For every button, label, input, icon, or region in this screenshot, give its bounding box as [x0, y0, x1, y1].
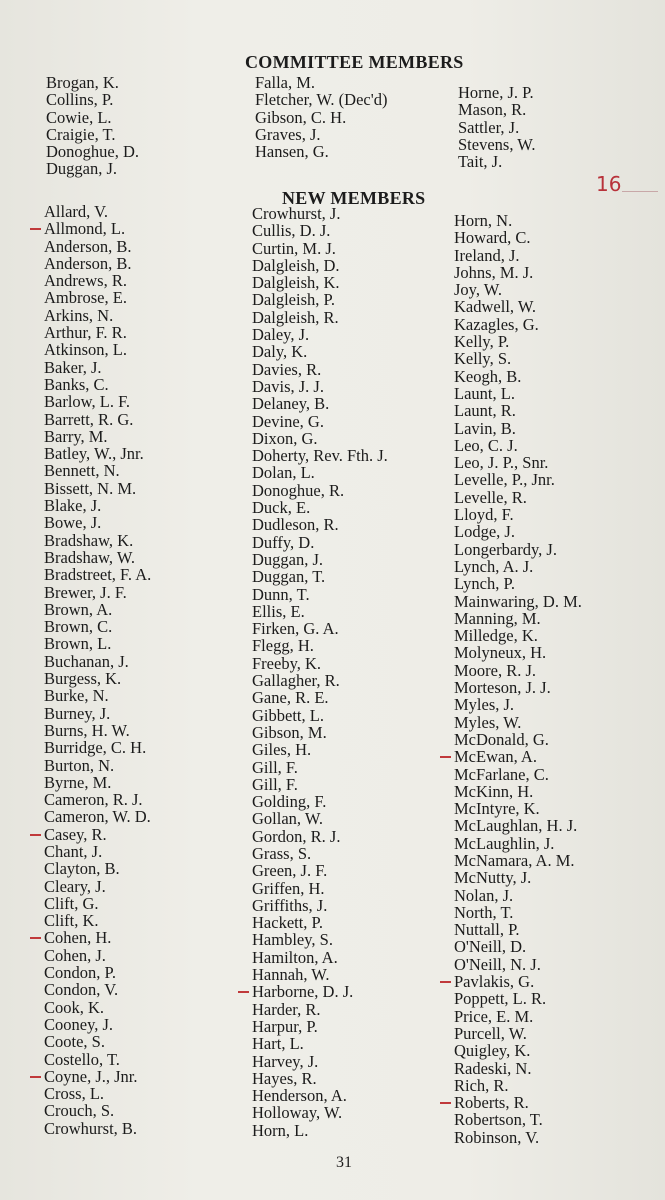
new-member: Gibbett, L. — [252, 705, 324, 725]
new-member: Robinson, V. — [454, 1127, 540, 1147]
new-member: Griffiths, J. — [252, 895, 328, 915]
new-member: Clayton, B. — [44, 859, 120, 879]
new-member: Baker, J. — [44, 357, 102, 377]
new-member: Dolan, L. — [252, 463, 315, 483]
new-member: Gill, F. — [252, 774, 298, 794]
new-member: Manning, M. — [454, 608, 541, 628]
new-member: Barrett, R. G. — [44, 409, 134, 429]
new-member: Duggan, J. — [252, 549, 324, 569]
new-member: Burney, J. — [44, 703, 111, 723]
new-member: Batley, W., Jnr. — [44, 444, 144, 464]
committee-member: Donoghue, D. — [46, 142, 140, 162]
committee-member: Gibson, C. H. — [255, 107, 347, 127]
new-member: O'Neill, D. — [454, 937, 527, 957]
pencil-line — [622, 191, 658, 192]
new-member: Leo, J. P., Snr. — [454, 453, 549, 473]
new-member: Roberts, R. — [454, 1094, 582, 1111]
new-member: Firken, G. A. — [252, 619, 339, 639]
new-member: Arthur, F. R. — [44, 323, 127, 343]
new-member: Cameron, R. J. — [44, 790, 143, 810]
new-member: Brown, C. — [44, 617, 113, 637]
new-member: Cohen, J. — [44, 945, 106, 965]
new-member: Davies, R. — [252, 359, 322, 379]
new-member: Mainwaring, D. M. — [454, 591, 582, 611]
new-member: Barry, M. — [44, 426, 108, 446]
new-member: Launt, L. — [454, 383, 515, 403]
new-member: Crowhurst, J. — [252, 204, 341, 223]
new-member: Bradshaw, W. — [44, 547, 136, 567]
new-member: North, T. — [454, 902, 514, 922]
committee-column-3 — [458, 84, 535, 170]
new-member: Burke, N. — [44, 686, 109, 706]
new-member: Keogh, B. — [454, 366, 522, 386]
new-member: McIntyre, K. — [454, 799, 540, 819]
new-member: Devine, G. — [252, 411, 324, 431]
new-member: Lodge, J. — [454, 522, 515, 542]
committee-member: Mason, R. — [458, 100, 527, 120]
handwritten-annotation: 16 — [596, 172, 622, 196]
new-member: Molyneux, H. — [454, 643, 547, 663]
new-member: Clift, K. — [44, 911, 99, 931]
new-member: Leo, C. J. — [454, 435, 518, 455]
new-member: Duffy, D. — [252, 532, 315, 552]
new-member: Gibson, M. — [252, 722, 327, 742]
new-member: Henderson, A. — [252, 1086, 347, 1106]
new-member: McEwan, A. — [454, 748, 582, 765]
committee-member: Sattler, J. — [458, 117, 520, 137]
new-member: Dalgleish, P. — [252, 290, 335, 310]
new-member: Hackett, P. — [252, 913, 324, 933]
new-member: Dudleson, R. — [252, 515, 339, 535]
committee-member: Brogan, K. — [46, 73, 119, 92]
new-member: Harvey, J. — [252, 1051, 319, 1071]
committee-member: Hansen, G. — [255, 142, 329, 162]
new-member: Costello, T. — [44, 1049, 120, 1069]
new-member: Purcell, W. — [454, 1023, 527, 1043]
new-member: Kazagles, G. — [454, 314, 539, 334]
new-member: Andrews, R. — [44, 271, 127, 291]
new-member: Burns, H. W. — [44, 720, 130, 740]
new-member: Ireland, J. — [454, 245, 520, 265]
new-member: Lynch, P. — [454, 574, 515, 594]
committee-column-2 — [255, 74, 387, 160]
new-member: Bennett, N. — [44, 461, 120, 481]
new-member: Dalgleish, K. — [252, 273, 340, 293]
new-member: McNamara, A. M. — [454, 850, 575, 870]
committee-column-1 — [46, 74, 139, 178]
new-member: Arkins, N. — [44, 305, 114, 325]
new-member: Golding, F. — [252, 792, 327, 812]
new-member: Gill, F. — [252, 757, 298, 777]
new-member: Myles, W. — [454, 712, 522, 732]
new-member: Joy, W. — [454, 280, 502, 300]
new-member: Cohen, H. — [44, 929, 151, 946]
new-member: Curtin, M. J. — [252, 238, 336, 258]
new-member: Milledge, K. — [454, 626, 538, 646]
new-member: Donoghue, R. — [252, 480, 345, 500]
new-member: Daley, J. — [252, 325, 310, 345]
new-member: Buchanan, J. — [44, 651, 129, 671]
new-member: Coote, S. — [44, 1032, 105, 1052]
new-member: Johns, M. J. — [454, 262, 534, 282]
new-member: Hamilton, A. — [252, 947, 338, 967]
new-member: Burton, N. — [44, 755, 115, 775]
new-member: Radeski, N. — [454, 1058, 532, 1078]
new-member: Anderson, B. — [44, 253, 132, 273]
new-member: McLaughlin, J. — [454, 833, 555, 853]
new-member: Lloyd, F. — [454, 505, 514, 525]
new-member: McLaughlan, H. J. — [454, 816, 578, 836]
new-member: Levelle, P., Jnr. — [454, 470, 555, 490]
new-member: Nolan, J. — [454, 885, 514, 905]
new-member: Kelly, P. — [454, 332, 510, 352]
committee-member: Cowie, L. — [46, 107, 112, 127]
new-member: Launt, R. — [454, 401, 516, 421]
new-member: Brown, A. — [44, 599, 113, 619]
new-member: Bradshaw, K. — [44, 530, 134, 550]
new-member: Allard, V. — [44, 202, 109, 221]
committee-members-heading: COMMITTEE MEMBERS — [245, 52, 464, 72]
new-member: Casey, R. — [44, 826, 151, 843]
new-member: Duggan, T. — [252, 567, 326, 587]
new-member: Longerbardy, J. — [454, 539, 557, 559]
committee-member: Fletcher, W. (Dec'd) — [255, 90, 388, 110]
new-member: Bradstreet, F. A. — [44, 565, 152, 585]
new-member: Cullis, D. J. — [252, 221, 331, 241]
new-member: Hart, L. — [252, 1034, 304, 1054]
new-member: Clift, G. — [44, 893, 99, 913]
new-member: Rich, R. — [454, 1075, 509, 1095]
new-member: Condon, P. — [44, 963, 116, 983]
new-members-column-2 — [252, 205, 388, 1139]
new-member: Barlow, L. F. — [44, 392, 131, 412]
new-member: Duck, E. — [252, 498, 311, 518]
new-member: Robertson, T. — [454, 1110, 543, 1130]
new-member: Lavin, B. — [454, 418, 516, 438]
new-member: O'Neill, N. J. — [454, 954, 541, 974]
new-member: McNutty, J. — [454, 868, 532, 888]
new-member: Howard, C. — [454, 228, 531, 248]
new-member: Gollan, W. — [252, 809, 324, 829]
new-member: Davis, J. J. — [252, 376, 324, 396]
new-member: Bowe, J. — [44, 513, 102, 533]
committee-member: Duggan, J. — [46, 159, 118, 179]
new-member: Kelly, S. — [454, 349, 512, 369]
new-member: Dalgleish, D. — [252, 255, 340, 275]
new-member: Moore, R. J. — [454, 660, 537, 680]
committee-member: Graves, J. — [255, 124, 321, 144]
new-member: Hannah, W. — [252, 965, 330, 985]
new-member: Harder, R. — [252, 999, 321, 1019]
new-member: Pavlakis, G. — [454, 973, 582, 990]
new-member: Dunn, T. — [252, 584, 310, 604]
new-member: McKinn, H. — [454, 781, 534, 801]
new-member: Holloway, W. — [252, 1103, 343, 1123]
committee-member: Stevens, W. — [458, 134, 536, 154]
new-member: Poppett, L. R. — [454, 989, 547, 1009]
new-member: Morteson, J. J. — [454, 678, 551, 698]
new-member: Cook, K. — [44, 997, 105, 1017]
page-number: 31 — [336, 1154, 352, 1171]
new-member: Burridge, C. H. — [44, 738, 147, 758]
new-member: Gallagher, R. — [252, 671, 340, 691]
new-member: Ambrose, E. — [44, 288, 127, 308]
new-member: Blake, J. — [44, 496, 102, 516]
new-member: Anderson, B. — [44, 236, 132, 256]
new-members-column-3 — [454, 212, 582, 1146]
new-member: Cooney, J. — [44, 1014, 114, 1034]
new-member: Cameron, W. D. — [44, 807, 151, 827]
new-member: Grass, S. — [252, 843, 312, 863]
new-member: Hambley, S. — [252, 930, 333, 950]
new-member: Bissett, N. M. — [44, 478, 137, 498]
new-member: Ellis, E. — [252, 601, 305, 621]
new-member: Freeby, K. — [252, 653, 322, 673]
new-member: Kadwell, W. — [454, 297, 537, 317]
new-member: McFarlane, C. — [454, 764, 549, 784]
new-member: Banks, C. — [44, 374, 109, 394]
new-members-heading: NEW MEMBERS — [282, 188, 426, 208]
new-member: Lynch, A. J. — [454, 556, 534, 576]
new-member: Horn, N. — [454, 211, 513, 230]
new-member: Crouch, S. — [44, 1101, 115, 1121]
new-member: Atkinson, L. — [44, 340, 127, 360]
new-member: Griffen, H. — [252, 878, 325, 898]
committee-member: Tait, J. — [458, 152, 503, 172]
new-member: Allmond, L. — [44, 220, 151, 237]
new-member: Horn, L. — [252, 1120, 309, 1140]
new-members-column-1 — [44, 203, 151, 1137]
new-member: Cross, L. — [44, 1084, 105, 1104]
new-member: Dixon, G. — [252, 428, 318, 448]
committee-member: Horne, J. P. — [458, 83, 534, 102]
new-member: Harpur, P. — [252, 1016, 318, 1036]
new-member: Quigley, K. — [454, 1041, 531, 1061]
new-member: Dalgleish, R. — [252, 307, 339, 327]
new-member: Chant, J. — [44, 841, 103, 861]
new-member: Coyne, J., Jnr. — [44, 1068, 151, 1085]
new-member: Myles, J. — [454, 695, 515, 715]
new-member: Daly, K. — [252, 342, 308, 362]
new-member: Byrne, M. — [44, 772, 112, 792]
new-member: Harborne, D. J. — [252, 983, 388, 1000]
new-member: Green, J. F. — [252, 861, 328, 881]
new-member: Gane, R. E. — [252, 688, 329, 708]
committee-member: Falla, M. — [255, 73, 316, 92]
new-member: Levelle, R. — [454, 487, 527, 507]
new-member: Brewer, J. F. — [44, 582, 127, 602]
new-member: Flegg, H. — [252, 636, 314, 656]
new-member: Price, E. M. — [454, 1006, 534, 1026]
new-member: Delaney, B. — [252, 394, 330, 414]
committee-member: Collins, P. — [46, 90, 114, 110]
new-member: McDonald, G. — [454, 729, 549, 749]
new-member: Giles, H. — [252, 740, 312, 760]
new-member: Doherty, Rev. Fth. J. — [252, 446, 388, 466]
new-member: Burgess, K. — [44, 669, 122, 689]
committee-member: Craigie, T. — [46, 124, 116, 144]
new-member: Crowhurst, B. — [44, 1118, 138, 1138]
new-member: Brown, L. — [44, 634, 112, 654]
new-member: Cleary, J. — [44, 876, 106, 896]
new-member: Gordon, R. J. — [252, 826, 341, 846]
new-member: Condon, V. — [44, 980, 119, 1000]
new-member: Hayes, R. — [252, 1068, 317, 1088]
new-member: Nuttall, P. — [454, 920, 520, 940]
